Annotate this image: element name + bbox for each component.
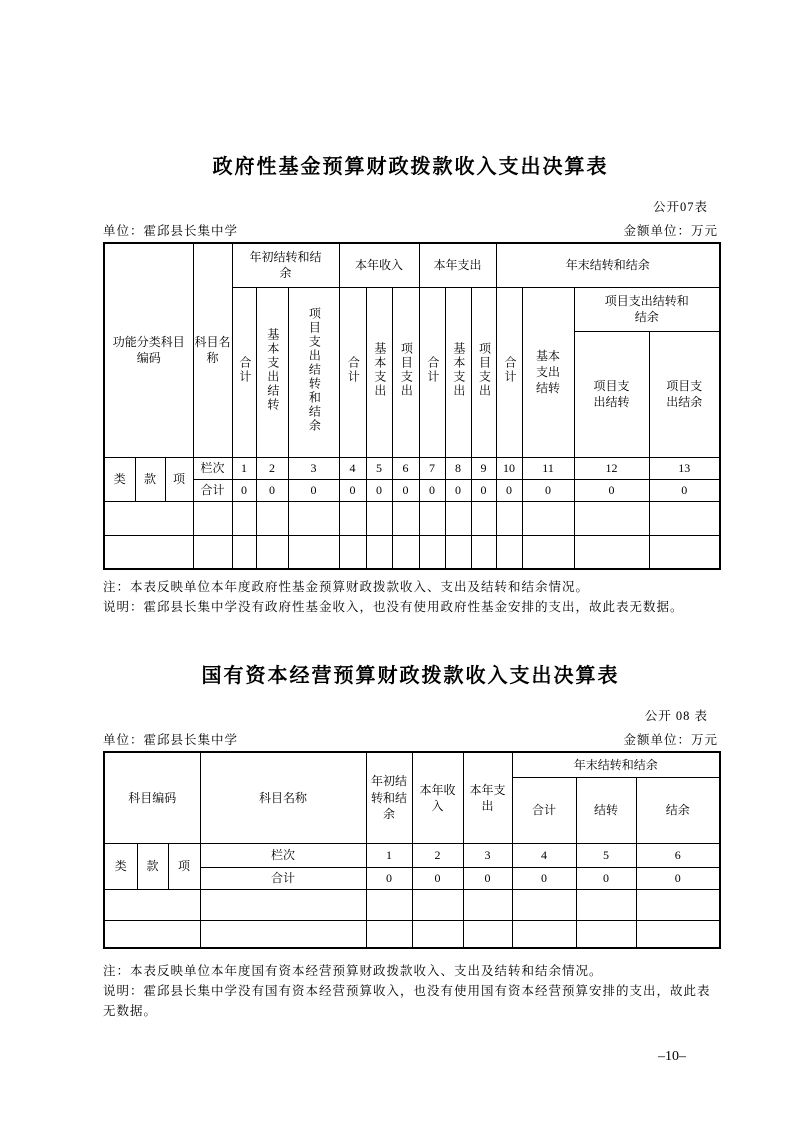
t1-col7-label: 合计 <box>425 355 440 384</box>
table2-notes <box>103 961 718 1021</box>
t1-total-8: 0 <box>445 479 471 501</box>
t1-group-expense-label: 本年支出 <box>433 258 482 273</box>
t1-total-row <box>104 479 720 501</box>
t1-total-10: 0 <box>496 479 522 501</box>
t1-col12-project-carryover <box>574 331 649 457</box>
empty-cell <box>574 535 649 569</box>
empty-cell <box>288 501 339 535</box>
t1-lanci-8: 8 <box>445 457 471 479</box>
t2-total-label: 合计 <box>200 867 366 889</box>
t1-col5-basic-expense <box>366 287 392 457</box>
t1-col9-label: 项目支出 <box>477 341 492 398</box>
t2-income-label: 本年收入 <box>419 782 456 813</box>
table2-note: 注：本表反映单位本年度国有资本经营预算财政拨款收入、支出及结转和结余情况。 <box>103 964 603 978</box>
t1-total-11: 0 <box>522 479 574 501</box>
t1-empty-row-2 <box>104 535 720 569</box>
empty-cell <box>445 501 471 535</box>
t2-col6-label: 结余 <box>665 802 690 817</box>
table2-form-number: 公开 08 表 <box>644 709 708 723</box>
empty-cell <box>636 889 720 920</box>
empty-cell <box>576 920 636 948</box>
gov-fund-table <box>103 242 721 570</box>
section-2 <box>103 659 718 1021</box>
t2-header-expense <box>463 752 512 843</box>
t1-col3-project-carryover-balance <box>288 287 339 457</box>
t2-total-3: 0 <box>463 867 512 889</box>
t1-total-7: 0 <box>419 479 445 501</box>
empty-cell <box>200 920 366 948</box>
t2-lanci-3: 3 <box>463 843 512 867</box>
empty-cell <box>522 535 574 569</box>
t1-header-func-code <box>104 243 193 457</box>
t1-header-subject-name <box>193 243 232 457</box>
t1-subgroup-label: 项目支出结转和结余 <box>604 293 689 324</box>
empty-cell <box>463 920 512 948</box>
t1-total-13: 0 <box>649 479 720 501</box>
t1-lanci-2: 2 <box>256 457 288 479</box>
t1-group-yearend-label: 年末结转和结余 <box>565 258 650 273</box>
t1-subgroup-project-carryover-balance <box>574 287 720 331</box>
t1-total-label: 合计 <box>193 479 232 501</box>
t1-lanci-11: 11 <box>522 457 574 479</box>
empty-cell <box>392 535 419 569</box>
t2-lanci-6: 6 <box>636 843 720 867</box>
t1-total-12: 0 <box>574 479 649 501</box>
empty-cell <box>339 501 366 535</box>
t1-col11-label: 基本支出结转 <box>536 348 561 396</box>
empty-cell <box>412 889 463 920</box>
t2-header-row-1 <box>104 752 720 777</box>
t1-lanci-5: 5 <box>366 457 392 479</box>
t2-empty-row-1 <box>104 889 720 920</box>
t1-total-9: 0 <box>471 479 496 501</box>
t1-col1-total-label: 合计 <box>237 355 252 384</box>
t1-code-xiang: 项 <box>165 457 193 501</box>
empty-cell <box>366 889 412 920</box>
t1-col6-label: 项目支出 <box>399 341 414 398</box>
t1-subject-name-label: 科目名称 <box>194 335 231 366</box>
table2-amount-unit-label: 金额单位：万元 <box>623 733 718 747</box>
table1-form-number: 公开07表 <box>652 200 708 214</box>
t2-col5-label: 结转 <box>593 802 618 817</box>
t1-group-begin-label: 年初结转和结余 <box>249 250 322 281</box>
empty-cell <box>496 501 522 535</box>
t1-func-code-label: 功能分类科目编码 <box>112 335 185 366</box>
t2-expense-label: 本年支出 <box>469 782 506 813</box>
empty-cell <box>512 920 576 948</box>
empty-cell <box>193 535 232 569</box>
empty-cell <box>522 501 574 535</box>
t1-col3-label: 项目支出结转和结余 <box>307 306 322 433</box>
t1-total-3: 0 <box>288 479 339 501</box>
table1-meta-row <box>103 221 718 239</box>
empty-cell <box>104 920 200 948</box>
t1-lanci-7: 7 <box>419 457 445 479</box>
empty-cell <box>512 889 576 920</box>
t2-yearend-label: 年末结转和结余 <box>573 757 658 772</box>
t1-lanci-row <box>104 457 720 479</box>
page-number: –10– <box>658 1049 686 1064</box>
empty-cell <box>649 535 720 569</box>
t1-col4-label: 合计 <box>346 355 361 384</box>
t1-col11-basic-carryover <box>522 287 574 457</box>
t2-subject-name-label: 科目名称 <box>258 790 307 805</box>
t1-col10-total <box>496 287 522 457</box>
t1-group-yearend <box>496 243 720 287</box>
state-capital-table <box>103 751 721 949</box>
t1-col2-basic-carryover <box>256 287 288 457</box>
t1-total-6: 0 <box>392 479 419 501</box>
t1-col1-total <box>232 287 256 457</box>
table1-title: 政府性基金预算财政拨款收入支出决算表 <box>212 156 609 178</box>
t1-code-lei: 类 <box>104 457 135 501</box>
t1-lanci-3: 3 <box>288 457 339 479</box>
empty-cell <box>419 535 445 569</box>
t1-col12-label: 项目支出结转 <box>593 378 630 409</box>
empty-cell <box>636 920 720 948</box>
t1-total-4: 0 <box>339 479 366 501</box>
t2-code-xiang: 项 <box>168 843 200 889</box>
t1-col10-label: 合计 <box>502 355 517 384</box>
empty-cell <box>104 501 193 535</box>
table2-unit-label: 单位：霍邱县长集中学 <box>103 733 239 747</box>
empty-cell <box>463 889 512 920</box>
t1-lanci-9: 9 <box>471 457 496 479</box>
t2-header-subject-code <box>104 752 200 843</box>
t2-col6-balance <box>636 777 720 843</box>
t1-header-row-1 <box>104 243 720 287</box>
empty-cell <box>576 889 636 920</box>
table1-unit-label: 单位：霍邱县长集中学 <box>103 224 239 238</box>
t1-total-2: 0 <box>256 479 288 501</box>
t1-group-begin <box>232 243 339 287</box>
t1-lanci-6: 6 <box>392 457 419 479</box>
empty-cell <box>419 501 445 535</box>
t2-total-4: 0 <box>512 867 576 889</box>
t2-total-1: 0 <box>366 867 412 889</box>
t2-col5-carryover <box>576 777 636 843</box>
t1-empty-row-1 <box>104 501 720 535</box>
empty-cell <box>256 535 288 569</box>
t1-col7-total <box>419 287 445 457</box>
empty-cell <box>412 920 463 948</box>
t1-lanci-10: 10 <box>496 457 522 479</box>
t1-group-income-label: 本年收入 <box>355 258 404 273</box>
empty-cell <box>288 535 339 569</box>
t1-code-kuan: 款 <box>135 457 165 501</box>
t2-col4-label: 合计 <box>531 802 556 817</box>
t2-subject-code-label: 科目编码 <box>128 790 177 805</box>
table1-amount-unit-label: 金额单位：万元 <box>623 224 718 238</box>
t2-empty-row-2 <box>104 920 720 948</box>
t2-total-6: 0 <box>636 867 720 889</box>
t1-col8-basic-expense <box>445 287 471 457</box>
table2-meta-row <box>103 730 718 748</box>
t1-col8-label: 基本支出 <box>451 341 466 398</box>
t1-col13-label: 项目支出结余 <box>666 378 703 409</box>
empty-cell <box>574 501 649 535</box>
empty-cell <box>104 535 193 569</box>
t1-col13-project-balance <box>649 331 720 457</box>
t1-lanci-13: 13 <box>649 457 720 479</box>
t2-group-yearend <box>512 752 720 777</box>
t2-total-2: 0 <box>412 867 463 889</box>
t2-lanci-label: 栏次 <box>200 843 366 867</box>
t1-lanci-1: 1 <box>232 457 256 479</box>
t1-total-5: 0 <box>366 479 392 501</box>
table1-note: 注：本表反映单位本年度政府性基金预算财政拨款收入、支出及结转和结余情况。 <box>103 580 590 594</box>
empty-cell <box>232 501 256 535</box>
t2-header-subject-name <box>200 752 366 843</box>
empty-cell <box>445 535 471 569</box>
t2-lanci-4: 4 <box>512 843 576 867</box>
t1-col9-project-expense <box>471 287 496 457</box>
empty-cell <box>193 501 232 535</box>
empty-cell <box>496 535 522 569</box>
empty-cell <box>392 501 419 535</box>
t2-begin-label: 年初结转和结余 <box>370 774 407 821</box>
t1-lanci-12: 12 <box>574 457 649 479</box>
table1-explanation: 说明：霍邱县长集中学没有政府性基金收入，也没有使用政府性基金安排的支出，故此表无数据。 <box>103 600 684 614</box>
empty-cell <box>471 501 496 535</box>
t2-lanci-1: 1 <box>366 843 412 867</box>
empty-cell <box>366 501 392 535</box>
empty-cell <box>471 535 496 569</box>
t2-code-kuan: 款 <box>137 843 168 889</box>
t2-lanci-2: 2 <box>412 843 463 867</box>
empty-cell <box>366 535 392 569</box>
t1-group-expense <box>419 243 496 287</box>
empty-cell <box>232 535 256 569</box>
t1-col5-label: 基本支出 <box>372 341 387 398</box>
t1-col2-label: 基本支出结转 <box>265 327 280 412</box>
t1-lanci-4: 4 <box>339 457 366 479</box>
empty-cell <box>200 889 366 920</box>
empty-cell <box>256 501 288 535</box>
t2-col4-total <box>512 777 576 843</box>
t2-total-5: 0 <box>576 867 636 889</box>
t2-code-lei: 类 <box>104 843 137 889</box>
table1-notes <box>103 577 718 617</box>
table2-explanation: 说明：霍邱县长集中学没有国有资本经营预算收入，也没有使用国有资本经营预算安排的支出，故此表无数据。 <box>103 984 711 1018</box>
t2-lanci-row <box>104 843 720 867</box>
t1-total-1: 0 <box>232 479 256 501</box>
t1-col6-project-expense <box>392 287 419 457</box>
empty-cell <box>104 889 200 920</box>
table2-title: 国有资本经营预算财政拨款收入支出决算表 <box>201 665 620 687</box>
t2-header-begin <box>366 752 412 843</box>
t1-lanci-label: 栏次 <box>193 457 232 479</box>
t2-header-income <box>412 752 463 843</box>
t1-group-income <box>339 243 419 287</box>
t2-lanci-5: 5 <box>576 843 636 867</box>
empty-cell <box>339 535 366 569</box>
empty-cell <box>366 920 412 948</box>
t1-col4-total <box>339 287 366 457</box>
empty-cell <box>649 501 720 535</box>
